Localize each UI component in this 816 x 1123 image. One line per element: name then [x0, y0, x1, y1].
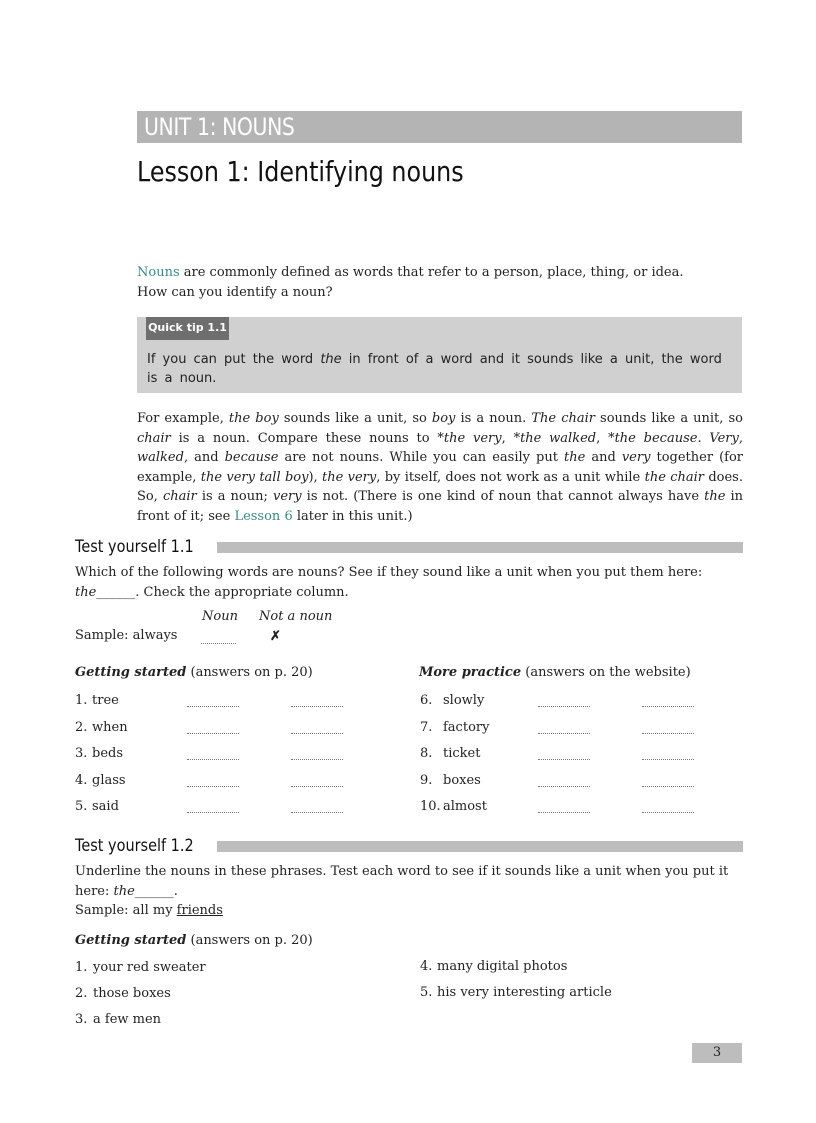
item-word: his very interesting article — [437, 984, 612, 1000]
noun-answer-blank[interactable] — [187, 786, 239, 787]
getting-started-heading-2 — [75, 933, 313, 948]
item-word: those boxes — [93, 986, 171, 1001]
noun-answer-blank[interactable] — [538, 759, 590, 760]
test-1-instruction — [75, 563, 743, 602]
italic-example: *the very — [437, 430, 502, 446]
italic-example: because — [224, 450, 279, 465]
section-divider-bar — [217, 542, 743, 553]
tip-text-before: If you can put the word — [147, 352, 321, 367]
section-divider-bar — [217, 841, 743, 852]
instruction-blank: ______ — [134, 883, 174, 899]
getting-started-label: Getting started — [75, 933, 187, 948]
sample-noun-blank — [201, 643, 236, 644]
not-noun-answer-blank[interactable] — [642, 706, 694, 707]
unit-title: UNIT 1: NOUNS — [144, 113, 295, 141]
item-number: 5. — [75, 799, 88, 814]
not-noun-answer-blank[interactable] — [642, 733, 694, 734]
item-number: 8. — [420, 746, 433, 761]
intro-paragraph — [137, 263, 743, 302]
noun-answer-blank[interactable] — [187, 706, 239, 707]
intro-line2: How can you identify a noun? — [137, 284, 333, 300]
page-number: 3 — [692, 1043, 742, 1063]
italic-example: walked — [137, 450, 184, 465]
instruction-the: the — [75, 584, 97, 600]
not-noun-answer-blank[interactable] — [291, 812, 343, 813]
noun-answer-blank[interactable] — [538, 786, 590, 787]
noun-answer-blank[interactable] — [187, 733, 239, 734]
text-segment: is not. (There is one kind of noun that cannot always have — [301, 489, 705, 504]
italic-example: boy — [431, 411, 456, 426]
column-header-noun: Noun — [202, 609, 238, 624]
item-word: tree — [92, 693, 119, 708]
getting-started-note: (answers on p. 20) — [186, 933, 313, 948]
text-segment: sounds like a unit, so — [278, 411, 432, 426]
test-2-header — [75, 838, 743, 858]
more-practice-heading — [419, 665, 691, 680]
item-word: boxes — [443, 772, 481, 788]
item-number: 1. — [75, 960, 88, 975]
text-segment: ), — [308, 469, 322, 485]
not-noun-answer-blank[interactable] — [291, 706, 343, 707]
text-segment: is a noun. Compare these nouns to — [170, 430, 438, 446]
test-2-title: Test yourself 1.2 — [75, 836, 194, 856]
item-number: 1. — [75, 693, 88, 708]
item-word: many digital photos — [437, 959, 568, 974]
item-number: 4. — [75, 772, 88, 788]
column-header-not-noun: Not a noun — [259, 609, 333, 624]
text-segment: does. So, — [137, 469, 743, 504]
item-word: slowly — [443, 693, 485, 708]
italic-example: chair — [137, 430, 171, 446]
quick-tip-box — [137, 317, 742, 393]
italic-example: the — [564, 450, 586, 465]
intro-line1: are commonly defined as words that refer to a person, place, thing, or idea. — [179, 265, 684, 280]
instruction-blank: ______ — [96, 584, 136, 600]
noun-answer-blank[interactable] — [187, 759, 239, 760]
text-segment: , by itself, does not work as a unit while — [376, 469, 645, 485]
tip-text-italic: the — [320, 352, 342, 367]
quick-tip-label: Quick tip 1.1 — [146, 317, 229, 340]
not-noun-answer-blank[interactable] — [642, 786, 694, 787]
sample-prefix: Sample: all my — [75, 903, 177, 918]
item-number: 2. — [75, 719, 88, 735]
text-segment: , and — [183, 450, 225, 465]
italic-example: the — [704, 489, 726, 504]
tip-text-after: in front of a word and it sounds like a unit, the word is a noun. — [147, 352, 722, 386]
text-segment: are not nouns. While you can easily put — [278, 450, 564, 465]
text-segment: . — [697, 430, 710, 446]
italic-example: chair — [162, 489, 197, 504]
text-segment: , — [738, 430, 744, 446]
lesson-6-link[interactable]: Lesson 6 — [234, 508, 293, 524]
noun-answer-blank[interactable] — [538, 706, 590, 707]
italic-example: The chair — [531, 411, 595, 426]
item-word: a few men — [93, 1012, 162, 1027]
noun-answer-blank[interactable] — [538, 733, 590, 734]
sample-label: Sample: always — [75, 628, 178, 643]
instruction-line1: Underline the nouns in these phrases. Test each word to see if it sounds like a unit when you put it — [75, 864, 729, 879]
item-word: glass — [92, 772, 126, 788]
italic-example: the very — [321, 469, 377, 485]
text-segment: later in this unit.) — [292, 508, 413, 524]
not-noun-answer-blank[interactable] — [642, 759, 694, 760]
item-word: factory — [443, 719, 490, 735]
item-word: when — [92, 719, 128, 735]
example-paragraph — [137, 409, 743, 526]
not-noun-answer-blank[interactable] — [291, 786, 343, 787]
instruction-the: the — [113, 883, 135, 899]
italic-example: *the walked — [513, 430, 597, 446]
italic-example: Very — [709, 430, 739, 446]
italic-example: the boy — [228, 411, 279, 426]
item-number: 4. — [420, 959, 433, 974]
instruction-end: . — [173, 883, 178, 899]
text-segment: together (for example, — [137, 450, 744, 485]
instruction-line2: . Check the appropriate column. — [135, 584, 349, 600]
text-segment: and — [585, 450, 622, 465]
item-word: your red sweater — [93, 960, 206, 975]
item-number: 10. — [420, 799, 441, 814]
test-2-instruction — [75, 862, 743, 921]
instruction-line1: Which of the following words are nouns? See if they sound like a unit when you put them here: — [75, 565, 703, 580]
term-nouns: Nouns — [137, 265, 180, 280]
getting-started-label: Getting started — [75, 665, 187, 680]
text-segment: is a noun. — [455, 411, 532, 426]
item-word: beds — [92, 746, 124, 761]
item-word: almost — [443, 799, 487, 814]
item-word: said — [92, 799, 119, 814]
italic-example: the very tall boy — [200, 469, 309, 485]
more-practice-label: More practice — [419, 665, 522, 680]
italic-example: very — [621, 450, 651, 465]
sample-x-mark: ✗ — [270, 629, 281, 644]
test-1-header — [75, 539, 743, 559]
text-segment: For example, — [137, 411, 229, 426]
not-noun-answer-blank[interactable] — [642, 812, 694, 813]
lesson-title: Lesson 1: Identifying nouns — [137, 155, 464, 188]
item-number: 9. — [420, 772, 433, 788]
not-noun-answer-blank[interactable] — [291, 759, 343, 760]
item-number: 3. — [75, 746, 88, 761]
italic-example: the chair — [644, 469, 704, 485]
more-practice-note: (answers on the website) — [521, 665, 691, 680]
item-number: 6. — [420, 693, 433, 708]
sample-underlined-word: friends — [176, 903, 223, 918]
item-number: 7. — [420, 719, 433, 735]
noun-answer-blank[interactable] — [538, 812, 590, 813]
getting-started-heading — [75, 665, 313, 680]
noun-answer-blank[interactable] — [187, 812, 239, 813]
item-number: 2. — [75, 986, 88, 1001]
italic-example: very — [272, 489, 302, 504]
italic-example: *the because — [608, 430, 698, 446]
test-1-title: Test yourself 1.1 — [75, 537, 194, 557]
text-segment: , — [501, 430, 514, 446]
text-segment: is a noun; — [196, 489, 273, 504]
instruction-here: here: — [75, 883, 114, 899]
getting-started-note: (answers on p. 20) — [186, 665, 313, 680]
text-segment: in front of it; see — [137, 489, 744, 524]
text-segment: , — [596, 430, 609, 446]
item-number: 3. — [75, 1012, 88, 1027]
not-noun-answer-blank[interactable] — [291, 733, 343, 734]
unit-header-bar — [137, 111, 742, 143]
quick-tip-text — [147, 350, 732, 388]
item-word: ticket — [443, 746, 481, 761]
text-segment: sounds like a unit, so — [594, 411, 743, 426]
item-number: 5. — [420, 984, 433, 1000]
